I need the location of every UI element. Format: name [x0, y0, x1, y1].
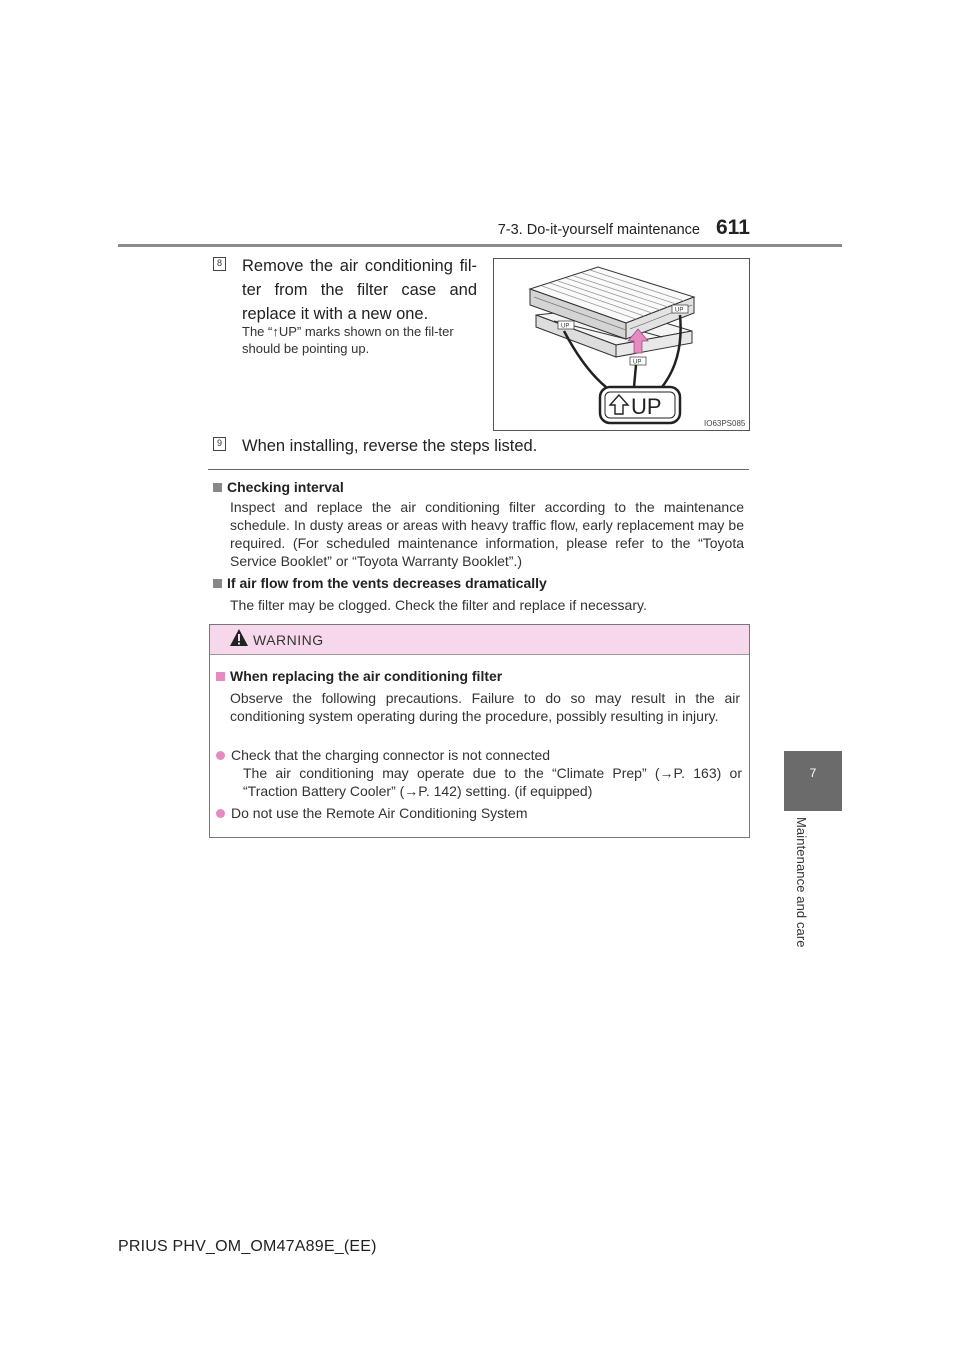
header-rule — [118, 244, 842, 247]
callout-up-label — [600, 387, 680, 423]
svg-text:UP: UP — [675, 307, 684, 314]
chapter-number: 7 — [809, 766, 817, 780]
round-bullet-icon — [216, 809, 225, 818]
square-bullet-icon — [216, 672, 225, 681]
step-8-text: Remove the air conditioning fil-ter from the filter case and replace it with a new one. — [242, 257, 477, 323]
filter-illustration — [493, 258, 750, 431]
warning-body: Observe the following precautions. Failure to do so may result in the air conditioning system operating during the procedure, possibly resulting in injury. — [230, 690, 740, 724]
step-9-text: When installing, reverse the steps listed. — [242, 437, 538, 455]
section-heading-text: If air flow from the vents decreases dramatically — [227, 575, 547, 591]
warning-heading-text: When replacing the air conditioning filter — [230, 668, 503, 684]
chapter-label: Maintenance and care — [794, 817, 809, 948]
section-heading — [213, 479, 344, 495]
warning-item-title: Check that the charging connector is not connected — [231, 747, 551, 763]
warning-item — [216, 804, 741, 822]
warning-item-body: The air conditioning may operate due to the “Climate Prep” (→P. 163) or “Traction Battery Cooler” (→P. 142) setting. (if equipped) — [243, 765, 742, 799]
section-title: 7-3. Do-it-yourself maintenance — [497, 222, 700, 238]
section-body: Inspect and replace the air conditioning filter according to the maintenance schedule. In dusty areas or areas with heavy traffic flow, early replacement may be required. (For scheduled maintenance information, please refer to the “Toyota Service Booklet” or “Toyota Warranty Booklet”.) — [230, 499, 744, 569]
warning-item — [216, 746, 741, 764]
page-number: 611 — [716, 216, 750, 239]
square-bullet-icon — [213, 483, 222, 492]
svg-text:UP: UP — [633, 359, 642, 366]
section-heading-text: Checking interval — [227, 479, 344, 495]
step-8-badge: 8 — [213, 257, 226, 271]
section-heading — [213, 575, 547, 591]
section-body: The filter may be clogged. Check the filter and replace if necessary. — [230, 597, 647, 613]
illustration-code: IO63PS085 — [704, 419, 746, 428]
section-divider — [208, 469, 749, 470]
warning-item-title: Do not use the Remote Air Conditioning System — [231, 805, 528, 821]
step-9-badge: 9 — [213, 437, 226, 451]
warning-label: WARNING — [253, 632, 324, 648]
filter-drawing — [494, 259, 750, 431]
step-8-note: The “↑UP” marks shown on the fil-ter should be pointing up. — [242, 324, 454, 356]
footer-code: PRIUS PHV_OM_OM47A89E_(EE) — [118, 1238, 377, 1255]
square-bullet-icon — [213, 579, 222, 588]
round-bullet-icon — [216, 751, 225, 760]
chapter-tab — [784, 751, 842, 811]
warning-heading — [216, 668, 502, 684]
callout-text: UP — [631, 394, 662, 419]
svg-text:UP: UP — [561, 323, 570, 330]
warning-triangle-icon — [229, 628, 249, 652]
